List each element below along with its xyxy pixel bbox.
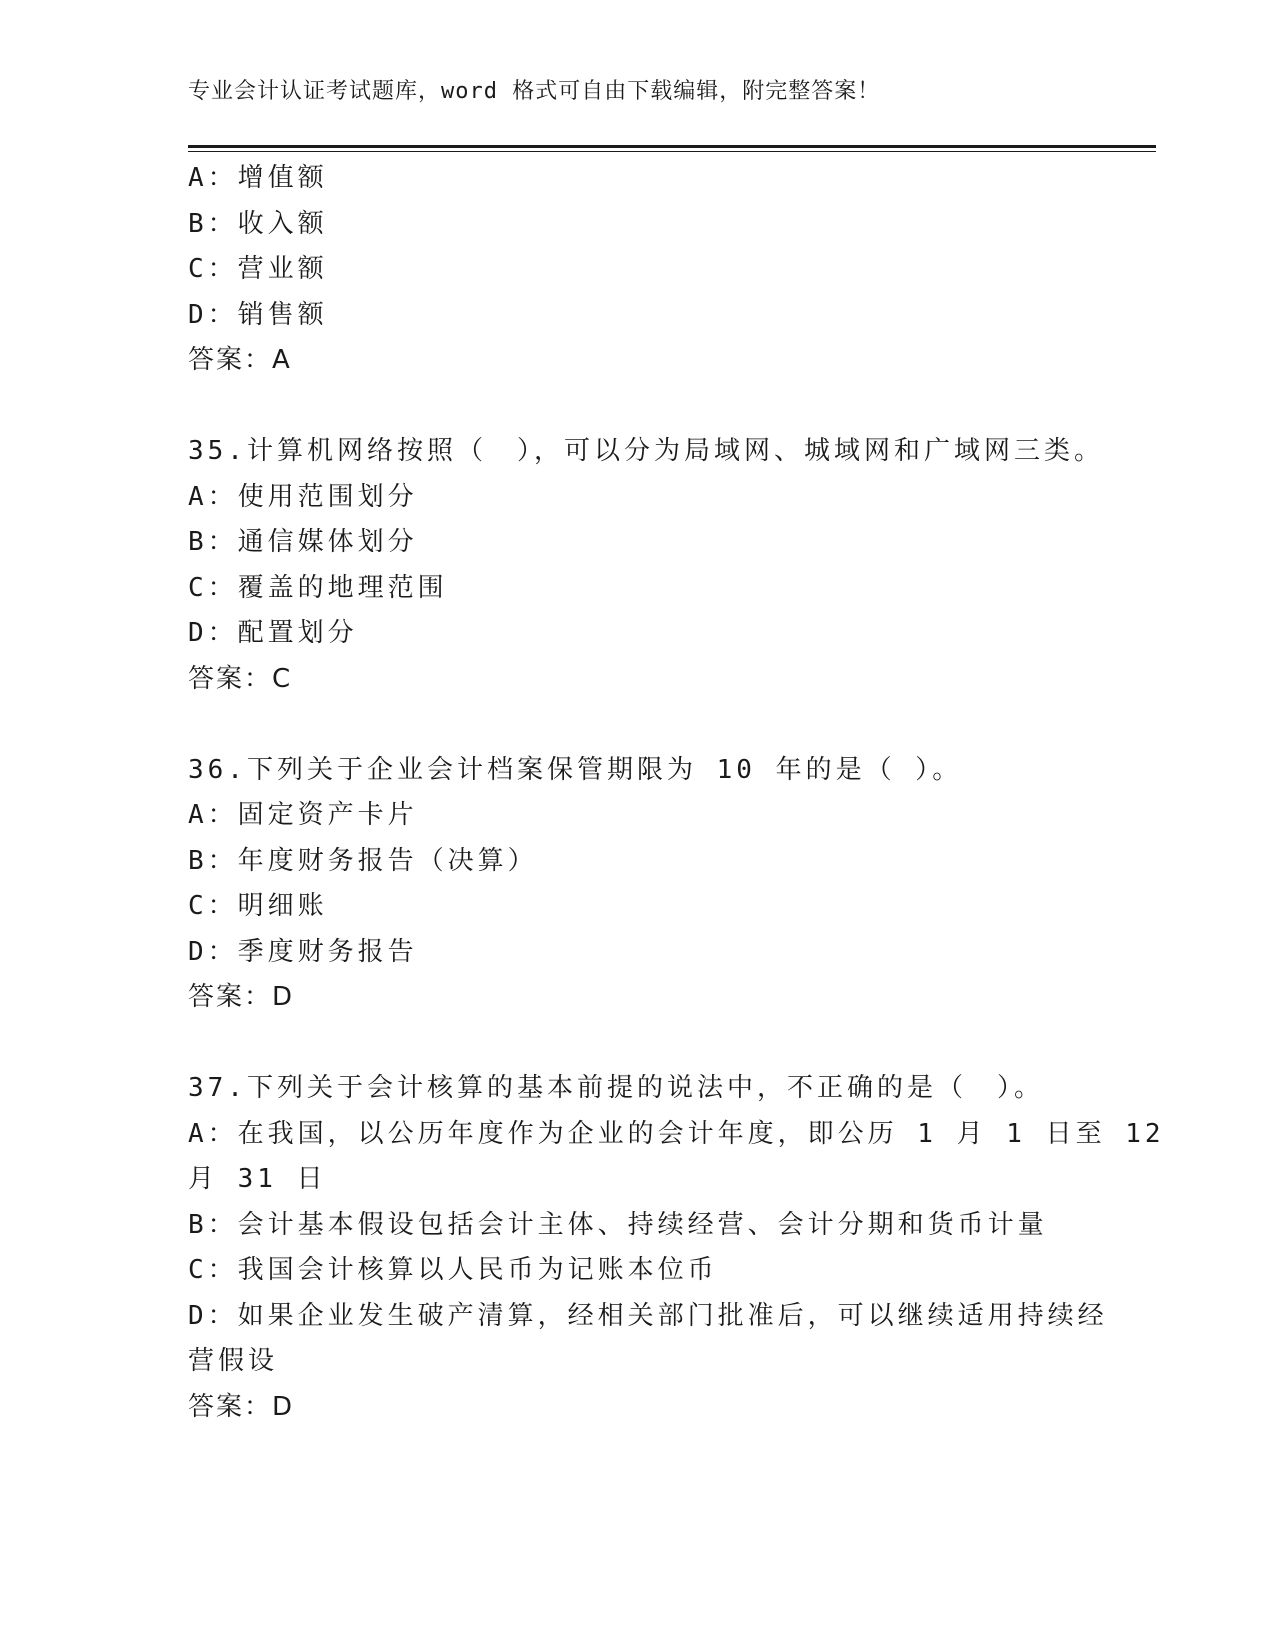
q35-option-a: A：使用范围划分 <box>188 481 418 512</box>
q36-option-b: B：年度财务报告（决算） <box>188 845 538 876</box>
spacer <box>188 702 1088 748</box>
header-rule-thin <box>188 151 1156 152</box>
q37-option-b: B：会计基本假设包括会计主体、持续经营、会计分期和货币计量 <box>188 1209 1048 1240</box>
q35-option-d: D：配置划分 <box>188 618 358 648</box>
q34-option-d: D：销售额 <box>188 299 328 330</box>
q35-answer: 答案：C <box>188 663 293 694</box>
q34-option-c: C：营业额 <box>188 254 328 284</box>
q37-option-a: A：在我国，以公历年度作为企业的会计年度，即公历 1 月 1 日至 12 <box>188 1118 1165 1149</box>
spacer <box>188 384 1088 430</box>
header-rule-thick <box>188 145 1156 148</box>
question-34 <box>188 156 1088 384</box>
q37-answer: 答案：D <box>188 1391 295 1422</box>
spacer <box>188 1021 1088 1067</box>
q35-question: 35.计算机网络按照（ ），可以分为局域网、城域网和广域网三类。 <box>188 436 1104 466</box>
q36-option-d: D：季度财务报告 <box>188 936 418 967</box>
page-header: 专业会计认证考试题库，word 格式可自由下载编辑，附完整答案！ <box>188 79 881 104</box>
document-body <box>188 156 1165 1430</box>
q36-question: 36.下列关于企业会计档案保管期限为 10 年的是（ ）。 <box>188 754 963 785</box>
q36-option-c: C：明细账 <box>188 891 328 921</box>
q36-option-a: A：固定资产卡片 <box>188 800 418 830</box>
question-37 <box>188 1066 1165 1430</box>
q36-answer: 答案：D <box>188 982 295 1012</box>
q37-question: 37.下列关于会计核算的基本前提的说法中，不正确的是（ ）。 <box>188 1073 1044 1103</box>
q35-option-c: C：覆盖的地理范围 <box>188 572 448 603</box>
q37-option-c: C：我国会计核算以人民币为记账本位币 <box>188 1255 718 1285</box>
q37-option-a-continued: 月 31 日 <box>188 1164 327 1194</box>
question-36 <box>188 748 1088 1021</box>
q34-option-a: A：增值额 <box>188 163 328 193</box>
q34-answer: 答案：A <box>188 345 292 375</box>
q37-option-d-continued: 营假设 <box>188 1346 279 1376</box>
q34-option-b: B：收入额 <box>188 208 328 239</box>
q37-option-d: D：如果企业发生破产清算，经相关部门批准后，可以继续适用持续经 <box>188 1300 1108 1331</box>
q35-option-b: B：通信媒体划分 <box>188 527 418 557</box>
question-35 <box>188 429 1104 702</box>
